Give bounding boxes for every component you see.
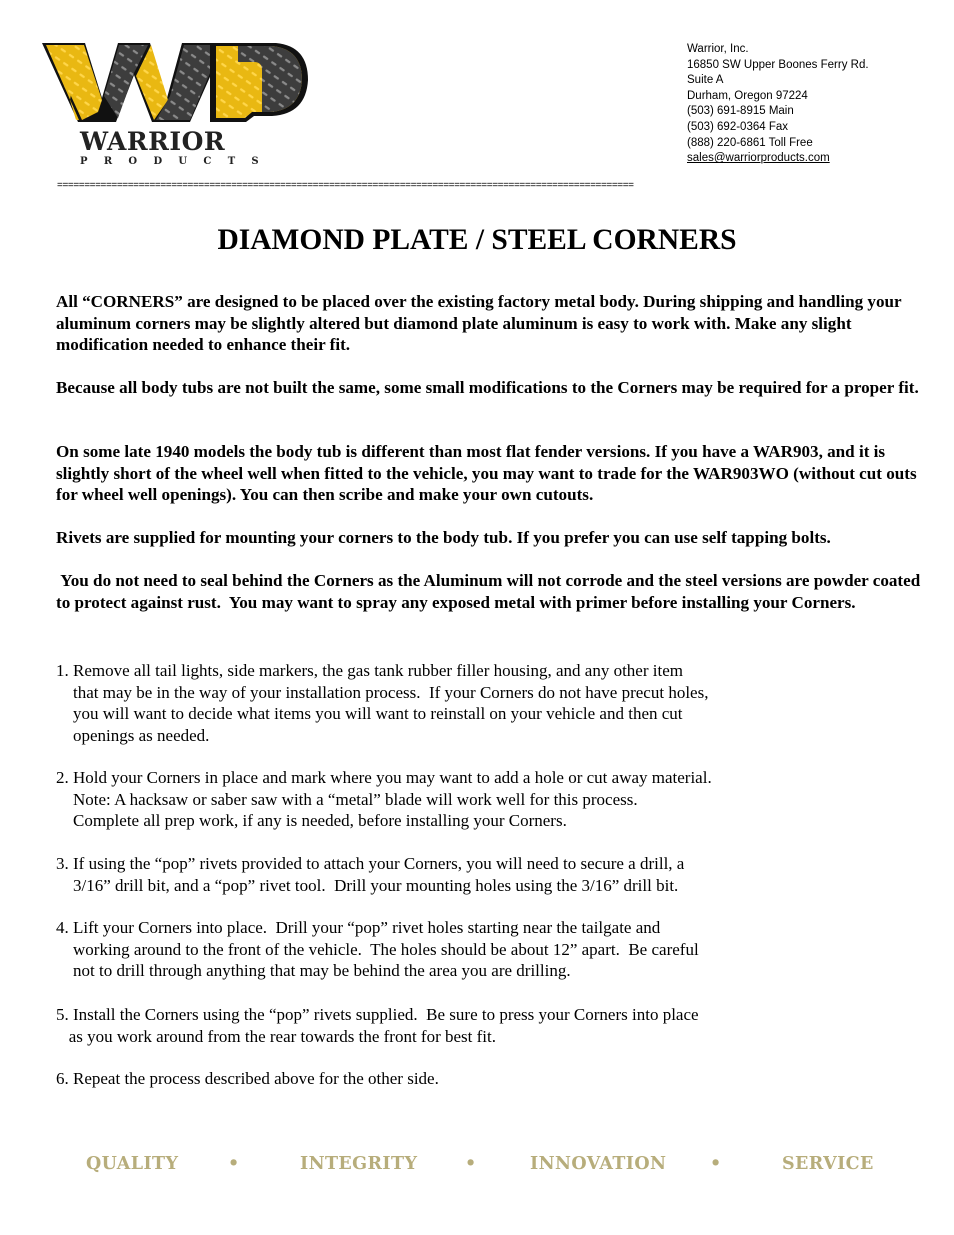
step-line: that may be in the way of your installation process. If your Corners do not have precut holes, [56,682,709,702]
modification-paragraph: Because all body tubs are not built the same, some small modifications to the Corners may be required for a proper fit. [56,378,919,397]
phone-fax: (503) 692-0364 Fax [687,120,789,133]
late-1940-paragraph: On some late 1940 models the body tub is different than most flat fender versions. If you have a WAR903, and it is slightly short of the wheel well when fitted to the vehicle, you may want to trade for the WAR903WO (without cut outs for wheel well openings). You can then scribe and make your own cutouts. [56,442,917,504]
email-link[interactable]: sales@warriorproducts.com [687,152,830,165]
footer-innovation: INNOVATION [530,1154,667,1174]
step-2 [56,767,816,832]
company-address-block [687,42,869,167]
wp-logo-graphic [40,40,312,166]
step-line: 3/16” drill bit, and a “pop” rivet tool. Drill your mounting holes using the 3/16” drill bit. [56,875,679,895]
document-title: DIAMOND PLATE / STEEL CORNERS [217,224,737,256]
step-line: working around to the front of the vehicle. The holes should be about 12” apart. Be careful [56,939,699,959]
footer-bullet: • [465,1154,477,1174]
sealing-paragraph: You do not need to seal behind the Corners as the Aluminum will not corrode and the steel versions are powder coated to protect against rust. You may want to spray any exposed metal with primer before installing your Corners. [56,571,925,612]
step-3 [56,853,816,896]
step-line: 5. Install the Corners using the “pop” rivets supplied. Be sure to press your Corners into place [56,1005,699,1024]
step-6 [56,1068,816,1090]
city-state-zip: Durham, Oregon 97224 [687,89,808,102]
step-line: 3. If using the “pop” rivets provided to attach your Corners, you will need to secure a drill, a [56,854,685,873]
intro-paragraph: All “CORNERS” are designed to be placed over the existing factory metal body. During shipping and handling your aluminum corners may be slightly altered but diamond plate aluminum is easy to work with. Make any slight modification needed to enhance their fit. [56,292,902,354]
step-line: openings as needed. [56,725,210,745]
phone-toll-free: (888) 220-6861 Toll Free [687,136,813,149]
warrior-products-logo [40,40,312,166]
step-line: 6. Repeat the process described above for the other side. [56,1069,439,1088]
step-line: as you work around from the rear towards the front for best fit. [56,1026,496,1046]
step-line: 4. Lift your Corners into place. Drill your “pop” rivet holes starting near the tailgate and [56,918,661,937]
step-4 [56,917,816,982]
street-address: 16850 SW Upper Boones Ferry Rd. [687,58,869,71]
footer-bullet: • [228,1154,240,1174]
phone-main: (503) 691-8915 Main [687,105,794,118]
step-line: 2. Hold your Corners in place and mark where you may want to add a hole or cut away material. [56,768,712,787]
suite: Suite A [687,74,724,87]
separator-rule: ========================================================================================================== [57,180,634,191]
footer-integrity: INTEGRITY [300,1154,418,1174]
footer-quality: QUALITY [86,1154,179,1174]
step-line: Complete all prep work, if any is needed, before installing your Corners. [56,811,567,830]
footer-service: SERVICE [782,1154,874,1174]
step-line: not to drill through anything that may be behind the area you are drilling. [56,961,571,980]
step-1 [56,660,816,746]
footer-values [0,1154,954,1180]
company-name: Warrior, Inc. [687,43,749,55]
rivets-paragraph: Rivets are supplied for mounting your corners to the body tub. If you prefer you can use self tapping bolts. [56,528,831,547]
step-line: you will want to decide what items you will want to reinstall on your vehicle and then cut [56,704,683,723]
step-line: Note: A hacksaw or saber saw with a “metal” blade will work well for this process. [56,789,638,809]
logo-tagline-text: PRODUCTS [80,156,275,166]
step-line: 1. Remove all tail lights, side markers, the gas tank rubber filler housing, and any other item [56,661,683,680]
footer-bullet: • [710,1154,722,1174]
step-5 [56,1004,816,1047]
logo-brand-text: WARRIOR [80,127,226,156]
